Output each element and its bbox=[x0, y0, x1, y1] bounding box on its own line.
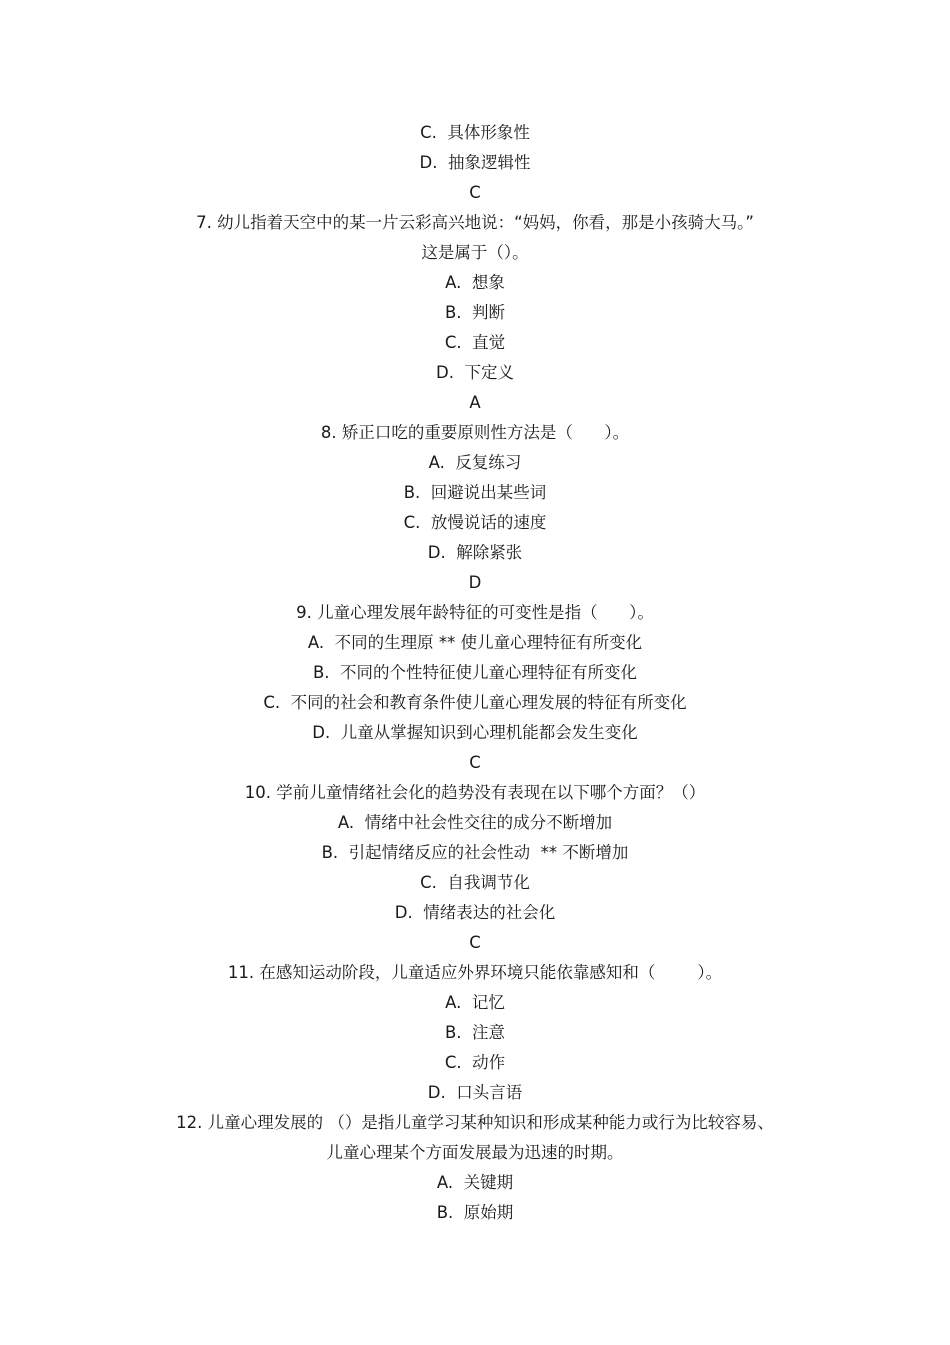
option-line: D. 抽象逻辑性 bbox=[419, 153, 531, 172]
option-line: D. 情绪表达的社会化 bbox=[394, 903, 556, 922]
option-line: C. 放慢说话的速度 bbox=[403, 513, 547, 532]
answer-line: C bbox=[469, 933, 481, 952]
option-line: C. 具体形象性 bbox=[420, 123, 530, 142]
option-line: C. 不同的社会和教育条件使儿童心理发展的特征有所变化 bbox=[263, 693, 687, 712]
option-line: D. 解除紧张 bbox=[427, 543, 523, 562]
question-7-continued: 这是属于（）。 bbox=[421, 243, 529, 262]
question-12: 12. 儿童心理发展的 （）是指儿童学习某种知识和形成某种能力或行为比较容易、 bbox=[176, 1113, 774, 1132]
option-line: A. 情绪中社会性交往的成分不断增加 bbox=[337, 813, 613, 832]
question-12-continued: 儿童心理某个方面发展最为迅速的时期。 bbox=[326, 1143, 624, 1162]
option-line: D. 下定义 bbox=[436, 363, 514, 382]
option-line: A. 不同的生理原 ** 使儿童心理特征有所变化 bbox=[307, 633, 643, 652]
question-10: 10. 学前儿童情绪社会化的趋势没有表现在以下哪个方面？（） bbox=[244, 783, 706, 802]
option-line: B. 不同的个性特征使儿童心理特征有所变化 bbox=[312, 663, 638, 682]
question-11: 11. 在感知运动阶段，儿童适应外界环境只能依靠感知和（ ）。 bbox=[227, 963, 723, 982]
question-9: 9. 儿童心理发展年龄特征的可变性是指（ ）。 bbox=[296, 603, 654, 622]
option-line: B. 引起情绪反应的社会性动 ** 不断增加 bbox=[321, 843, 629, 862]
option-line: A. 反复练习 bbox=[428, 453, 522, 472]
answer-line: A bbox=[469, 393, 481, 412]
option-line: C. 动作 bbox=[444, 1053, 506, 1072]
option-line: D. 口头言语 bbox=[427, 1083, 523, 1102]
option-line: D. 儿童从掌握知识到心理机能都会发生变化 bbox=[312, 723, 638, 742]
question-7: 7. 幼儿指着天空中的某一片云彩高兴地说：“妈妈，你看，那是小孩骑大马。” bbox=[196, 213, 754, 232]
answer-line: C bbox=[469, 753, 481, 772]
option-line: A. 关键期 bbox=[436, 1173, 514, 1192]
option-line: A. 记忆 bbox=[445, 993, 505, 1012]
option-line: C. 直觉 bbox=[444, 333, 506, 352]
question-8: 8. 矫正口吃的重要原则性方法是（ ）。 bbox=[320, 423, 630, 442]
option-line: B. 原始期 bbox=[436, 1203, 514, 1222]
option-line: C. 自我调节化 bbox=[420, 873, 530, 892]
option-line: B. 注意 bbox=[444, 1023, 506, 1042]
answer-line: C bbox=[469, 183, 481, 202]
document-page bbox=[0, 118, 950, 1228]
option-line: B. 判断 bbox=[444, 303, 506, 322]
option-line: B. 回避说出某些词 bbox=[403, 483, 547, 502]
option-line: A. 想象 bbox=[445, 273, 505, 292]
answer-line: D bbox=[468, 573, 482, 592]
